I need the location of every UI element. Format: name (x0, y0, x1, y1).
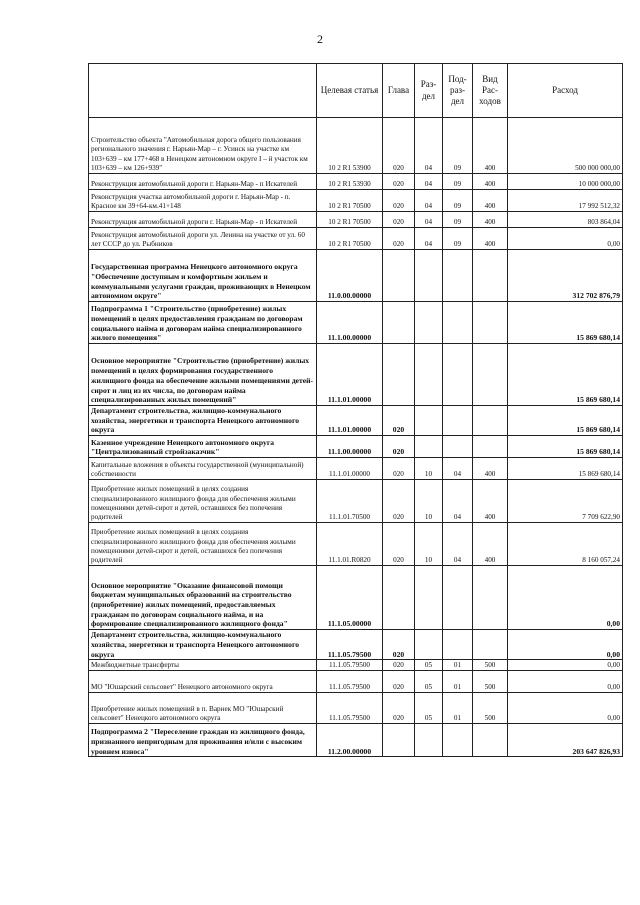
row-chapter (383, 724, 415, 757)
row-subsection: 01 (443, 660, 473, 671)
row-chapter: 020 (383, 212, 415, 228)
row-name: Межбюджетные трансферты (89, 660, 317, 671)
table-row (89, 118, 623, 174)
row-chapter: 020 (383, 190, 415, 212)
row-expense-type: 500 (473, 693, 508, 724)
row-target-article: 11.1.00.00000 (317, 302, 383, 344)
row-name: Основное мероприятие "Оказание финансовой помощи бюджетам муниципальных образований на строительство (приобретение) жилых помещений, предоставляемых гражданам по договорам социального найма, и на формирование специализированного жилищного фонда" (89, 566, 317, 630)
row-subsection (443, 566, 473, 630)
row-expense-type (473, 250, 508, 302)
row-target-article: 10 2 R1 70500 (317, 228, 383, 250)
row-target-article: 11.1.05.79500 (317, 671, 383, 693)
row-name: Подпрограмма 2 "Переселение граждан из жилищного фонда, признанного непригодным для проживания и/или с высоким уровнем износа" (89, 724, 317, 757)
row-subsection: 01 (443, 693, 473, 724)
row-name: Капитальные вложения в объекты государственной (муниципальной) собственности (89, 458, 317, 480)
table-row (89, 190, 623, 212)
row-expense-type (473, 302, 508, 344)
table-row (89, 724, 623, 757)
row-expense-type: 400 (473, 212, 508, 228)
row-chapter (383, 250, 415, 302)
row-name: Реконструкция участка автомобильной дороги г. Нарьян-Мар - п. Красное км 39+64-км.41+148 (89, 190, 317, 212)
row-amount: 15 869 680,14 (508, 406, 623, 436)
row-amount: 15 869 680,14 (508, 302, 623, 344)
row-name: Приобретение жилых помещений в целях создания специализированного жилищного фонда для обеспечения жилыми помещениями детей-сирот и детей, оставшихся без попечения родителей (89, 480, 317, 523)
row-amount: 10 000 000,00 (508, 174, 623, 190)
row-section: 04 (415, 212, 443, 228)
row-chapter (383, 302, 415, 344)
row-section: 04 (415, 174, 443, 190)
table-row (89, 566, 623, 630)
row-chapter: 020 (383, 671, 415, 693)
row-chapter (383, 566, 415, 630)
row-chapter: 020 (383, 406, 415, 436)
row-target-article: 11.1.01.70500 (317, 480, 383, 523)
row-amount: 500 000 000,00 (508, 118, 623, 174)
header-section: Раз-дел (415, 64, 443, 118)
table-row (89, 480, 623, 523)
table-row (89, 406, 623, 436)
row-subsection: 09 (443, 212, 473, 228)
row-name: Подпрограмма 1 "Строительство (приобретение) жилых помещений в целях предоставления гражданам по договорам социального найма и договорам найма специализированного жилого помещения" (89, 302, 317, 344)
header-name (89, 64, 317, 118)
row-amount: 0,00 (508, 660, 623, 671)
row-amount: 0,00 (508, 693, 623, 724)
row-name: Казенное учреждение Ненецкого автономного округа "Централизованный стройзаказчик" (89, 436, 317, 458)
row-section: 04 (415, 118, 443, 174)
table-row (89, 436, 623, 458)
row-subsection (443, 250, 473, 302)
row-target-article: 11.0.00.00000 (317, 250, 383, 302)
row-expense-type: 400 (473, 190, 508, 212)
row-chapter: 020 (383, 660, 415, 671)
row-expense-type: 400 (473, 523, 508, 566)
row-chapter: 020 (383, 436, 415, 458)
row-name: Департамент строительства, жилищно-коммунального хозяйства, энергетики и транспорта Ненецкого автономного округа (89, 630, 317, 660)
row-section: 05 (415, 671, 443, 693)
table-row (89, 250, 623, 302)
row-amount: 312 702 876,79 (508, 250, 623, 302)
header-chapter: Глава (383, 64, 415, 118)
row-section: 10 (415, 480, 443, 523)
row-subsection (443, 302, 473, 344)
row-subsection (443, 630, 473, 660)
row-subsection: 04 (443, 523, 473, 566)
row-expense-type (473, 630, 508, 660)
row-target-article: 11.1.05.79500 (317, 660, 383, 671)
row-section: 10 (415, 523, 443, 566)
budget-table (88, 63, 623, 757)
row-expense-type: 400 (473, 228, 508, 250)
table-row (89, 212, 623, 228)
row-chapter: 020 (383, 228, 415, 250)
row-name: Реконструкция автомобильной дороги г. Нарьян-Мар - п Искателей (89, 212, 317, 228)
row-target-article: 11.1.05.79500 (317, 693, 383, 724)
row-name: Приобретение жилых помещений в п. Варнек МО "Юшарский сельсовет" Ненецкого автономного округа (89, 693, 317, 724)
table-row (89, 458, 623, 480)
row-chapter: 020 (383, 630, 415, 660)
row-section (415, 302, 443, 344)
row-section: 05 (415, 660, 443, 671)
row-section: 04 (415, 228, 443, 250)
table-body (89, 118, 623, 757)
row-amount: 0,00 (508, 566, 623, 630)
row-subsection (443, 406, 473, 436)
row-amount: 17 992 512,32 (508, 190, 623, 212)
row-section (415, 630, 443, 660)
row-subsection: 09 (443, 174, 473, 190)
table-row (89, 523, 623, 566)
row-target-article: 11.1.01.00000 (317, 406, 383, 436)
row-name: Основное мероприятие "Строительство (приобретение) жилых помещений в целях формирования государственного жилищного фонда на обеспечение жилыми помещениями детей-сирот и лиц из их числа, по договорам найма специализированных жилых помещений" (89, 344, 317, 406)
row-amount: 8 160 057,24 (508, 523, 623, 566)
row-target-article: 10 2 R1 53900 (317, 118, 383, 174)
row-amount: 0,00 (508, 671, 623, 693)
row-expense-type: 400 (473, 118, 508, 174)
row-target-article: 11.1.01.00000 (317, 344, 383, 406)
header-amount: Расход (508, 64, 623, 118)
row-expense-type: 400 (473, 480, 508, 523)
row-subsection (443, 344, 473, 406)
row-section (415, 566, 443, 630)
row-chapter: 020 (383, 118, 415, 174)
table-row (89, 344, 623, 406)
row-section (415, 406, 443, 436)
row-amount: 7 709 622,90 (508, 480, 623, 523)
row-target-article: 11.2.00.00000 (317, 724, 383, 757)
row-subsection: 09 (443, 228, 473, 250)
row-expense-type (473, 724, 508, 757)
row-amount: 15 869 680,14 (508, 344, 623, 406)
row-subsection: 09 (443, 118, 473, 174)
row-subsection: 04 (443, 458, 473, 480)
row-subsection (443, 436, 473, 458)
row-expense-type (473, 436, 508, 458)
table-row (89, 630, 623, 660)
row-target-article: 10 2 R1 70500 (317, 190, 383, 212)
row-subsection (443, 724, 473, 757)
row-section (415, 724, 443, 757)
row-section (415, 436, 443, 458)
row-chapter: 020 (383, 480, 415, 523)
row-target-article: 11.1.01.00000 (317, 458, 383, 480)
row-target-article: 11.1.01.R0820 (317, 523, 383, 566)
header-row (89, 64, 623, 118)
table-row (89, 660, 623, 671)
row-amount: 15 869 680,14 (508, 436, 623, 458)
row-name: Строительство объекта "Автомобильная дорога общего пользования регионального значения г. Нарьян-Мар – г. Усинск на участке км 103+639 – км 177+468 в Ненецком автономном округе I – й участок км 103+639 – км 126+939" (89, 118, 317, 174)
table-row (89, 228, 623, 250)
table-row (89, 693, 623, 724)
row-expense-type (473, 406, 508, 436)
row-amount: 803 864,04 (508, 212, 623, 228)
row-target-article: 11.1.05.00000 (317, 566, 383, 630)
row-name: Государственная программа Ненецкого автономного округа "Обеспечение доступным и комфортным жильем и коммунальными услугами граждан, проживающих в Ненецком автономном округе" (89, 250, 317, 302)
row-section: 04 (415, 190, 443, 212)
row-subsection: 09 (443, 190, 473, 212)
row-subsection: 01 (443, 671, 473, 693)
row-amount: 203 647 826,93 (508, 724, 623, 757)
row-section: 05 (415, 693, 443, 724)
page-number: 2 (317, 32, 323, 46)
row-name: МО "Юшарский сельсовет" Ненецкого автономного округа (89, 671, 317, 693)
table-row (89, 671, 623, 693)
row-chapter: 020 (383, 174, 415, 190)
row-amount: 0,00 (508, 630, 623, 660)
row-section: 10 (415, 458, 443, 480)
row-chapter: 020 (383, 458, 415, 480)
row-name: Приобретение жилых помещений в целях создания специализированного жилищного фонда для обеспечения жилыми помещениями детей-сирот и детей, оставшихся без попечения родителей (89, 523, 317, 566)
row-expense-type: 400 (473, 174, 508, 190)
row-amount: 0,00 (508, 228, 623, 250)
row-name: Реконструкция автомобильной дороги ул. Ленина на участке от ул. 60 лет СССР до ул. Рыбников (89, 228, 317, 250)
row-expense-type (473, 344, 508, 406)
row-subsection: 04 (443, 480, 473, 523)
header-expense-type: Вид Рас-ходов (473, 64, 508, 118)
row-amount: 15 869 680,14 (508, 458, 623, 480)
row-chapter (383, 344, 415, 406)
row-target-article: 11.1.00.00000 (317, 436, 383, 458)
row-expense-type (473, 566, 508, 630)
row-name: Департамент строительства, жилищно-коммунального хозяйства, энергетики и транспорта Ненецкого автономного округа (89, 406, 317, 436)
row-target-article: 11.1.05.79500 (317, 630, 383, 660)
row-target-article: 10 2 R1 53930 (317, 174, 383, 190)
row-expense-type: 400 (473, 458, 508, 480)
header-target-article: Целевая статья (317, 64, 383, 118)
table-row (89, 174, 623, 190)
header-subsection: Под-раз-дел (443, 64, 473, 118)
row-expense-type: 500 (473, 671, 508, 693)
row-chapter: 020 (383, 693, 415, 724)
row-target-article: 10 2 R1 70500 (317, 212, 383, 228)
row-section (415, 344, 443, 406)
row-expense-type: 500 (473, 660, 508, 671)
row-name: Реконструкция автомобильной дороги г. Нарьян-Мар - п Искателей (89, 174, 317, 190)
table-row (89, 302, 623, 344)
row-chapter: 020 (383, 523, 415, 566)
row-section (415, 250, 443, 302)
